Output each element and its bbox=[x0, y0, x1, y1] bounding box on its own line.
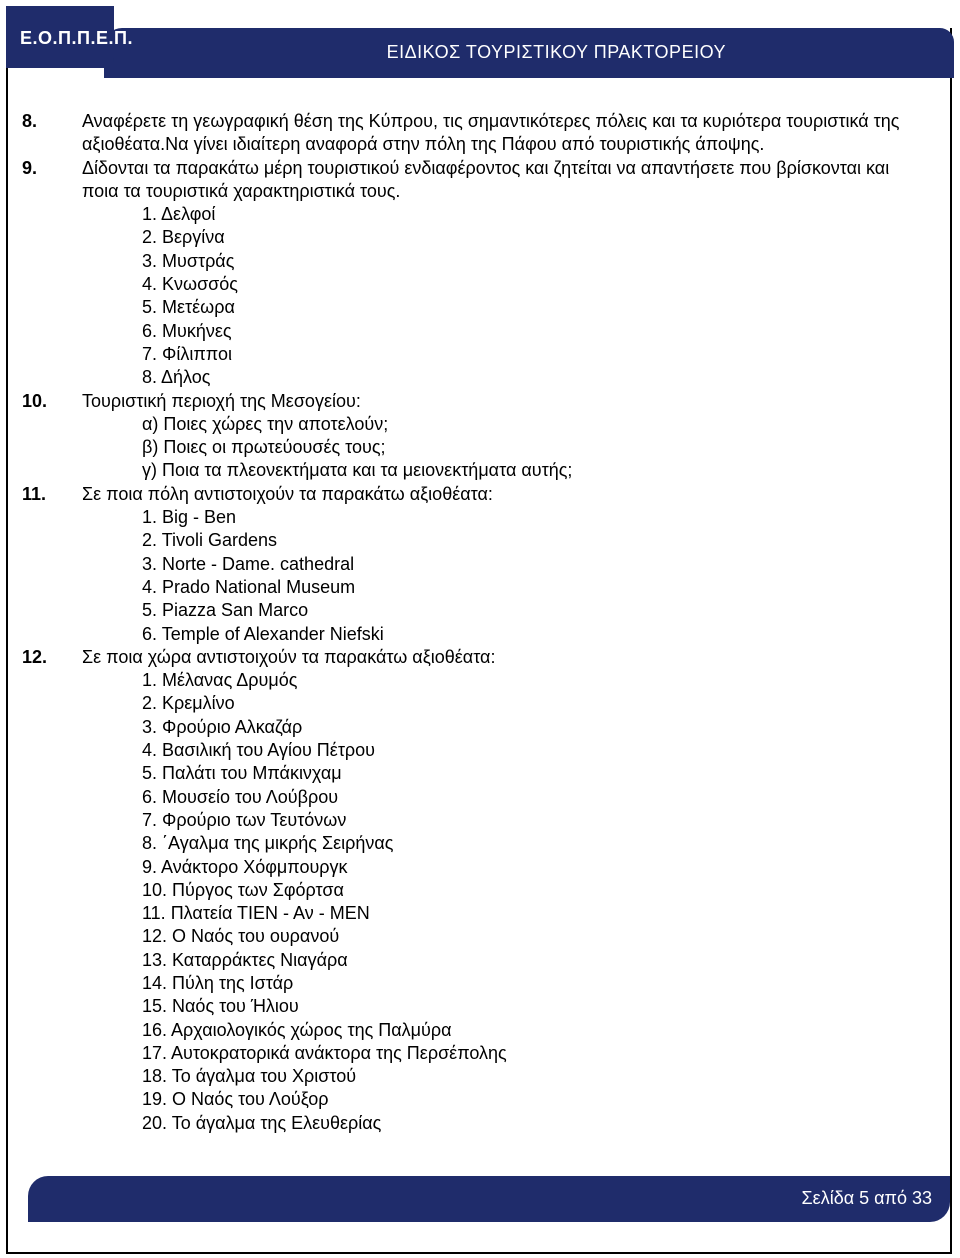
question-number: 9. bbox=[22, 157, 38, 178]
item-list bbox=[142, 506, 922, 646]
list-item: 2. Κρεμλίνο bbox=[142, 693, 235, 714]
question-8 bbox=[22, 110, 922, 157]
list-item: 15. Ναός του Ήλιου bbox=[142, 996, 299, 1017]
question-text: Σε ποια πόλη αντιστοιχούν τα παρακάτω αξιοθέατα: bbox=[82, 483, 493, 504]
question-text: Αναφέρετε τη γεωγραφική θέση της Κύπρου, τις σημαντικότερες πόλεις και τα κυριότερα τουριστικά της αξιοθέατα.Να γίνει ιδιαίτερη αναφορά στην πόλη της Πάφου από τουριστικής άποψης. bbox=[82, 111, 900, 155]
list-item: 4. Prado National Museum bbox=[142, 576, 356, 597]
list-item: 2. Βεργίνα bbox=[142, 227, 225, 248]
header-org: Ε.Ο.Π.Π.Ε.Π. bbox=[20, 28, 134, 48]
page-header bbox=[6, 6, 954, 78]
list-item: 7. Φρούριο των Τευτόνων bbox=[142, 809, 347, 830]
header-title: ΕΙΔΙΚΟΣ ΤΟΥΡΙΣΤΙΚΟΥ ΠΡΑΚΤΟΡΕΙΟΥ bbox=[386, 42, 726, 62]
header-title-bar bbox=[104, 28, 954, 78]
list-item: 6. Temple of Alexander Niefski bbox=[142, 623, 384, 644]
list-item: 11. Πλατεία ΤΙΕΝ - Αν - ΜΕΝ bbox=[142, 903, 370, 924]
header-notch bbox=[114, 6, 954, 28]
list-item: 6. Μυκήνες bbox=[142, 320, 232, 341]
list-item: 6. Μουσείο του Λούβρου bbox=[142, 786, 339, 807]
list-item: 18. Το άγαλμα του Χριστού bbox=[142, 1066, 357, 1087]
list-item: β) Ποιες οι πρωτεύουσές τους; bbox=[142, 437, 386, 458]
list-item: 3. Μυστράς bbox=[142, 250, 235, 271]
question-text: Τουριστική περιοχή της Μεσογείου: bbox=[82, 390, 361, 411]
question-number: 8. bbox=[22, 111, 38, 131]
list-item: 13. Καταρράκτες Νιαγάρα bbox=[142, 949, 348, 970]
item-list bbox=[142, 669, 922, 1135]
list-item: 17. Αυτοκρατορικά ανάκτορα της Περσέπολης bbox=[142, 1042, 507, 1063]
list-item: 4. Βασιλική του Αγίου Πέτρου bbox=[142, 740, 376, 761]
question-text: Δίδονται τα παρακάτω μέρη τουριστικού ενδιαφέροντος και ζητείται να απαντήσετε που βρίσκονται και ποια τα τουριστικά χαρακτηριστικά τους. bbox=[82, 157, 890, 201]
list-item: 19. Ο Ναός του Λούξορ bbox=[142, 1089, 329, 1110]
question-12 bbox=[22, 646, 922, 1135]
list-item: 5. Μετέωρα bbox=[142, 297, 235, 318]
list-item: 10. Πύργος των Σφόρτσα bbox=[142, 879, 344, 900]
list-item: 12. Ο Ναός του ουρανού bbox=[142, 926, 340, 947]
list-item: 3. Norte - Dame. cathedral bbox=[142, 553, 355, 574]
list-item: 3. Φρούριο Αλκαζάρ bbox=[142, 716, 303, 737]
question-number: 11. bbox=[22, 483, 47, 504]
questions-content bbox=[22, 110, 922, 1135]
list-item: 20. Το άγαλμα της Ελευθερίας bbox=[142, 1112, 382, 1133]
question-number: 12. bbox=[22, 646, 48, 667]
page-number: Σελίδα 5 από 33 bbox=[801, 1188, 932, 1208]
list-item: 2. Tivoli Gardens bbox=[142, 530, 278, 551]
question-11 bbox=[22, 483, 922, 646]
page-footer bbox=[28, 1176, 950, 1222]
header-org-box bbox=[6, 6, 134, 68]
question-10 bbox=[22, 390, 922, 483]
list-item: 5. Παλάτι του Μπάκινχαμ bbox=[142, 763, 342, 784]
list-item: 16. Αρχαιολογικός χώρος της Παλμύρα bbox=[142, 1019, 452, 1040]
list-item: 1. Big - Ben bbox=[142, 507, 237, 528]
list-item: 8. ΄Αγαλμα της μικρής Σειρήνας bbox=[142, 833, 394, 854]
list-item: 7. Φίλιπποι bbox=[142, 343, 232, 364]
question-number: 10. bbox=[22, 390, 48, 411]
list-item: 8. Δήλος bbox=[142, 367, 211, 388]
question-9 bbox=[22, 157, 922, 390]
item-list bbox=[142, 203, 922, 389]
item-list bbox=[142, 413, 922, 483]
list-item: γ) Ποια τα πλεονεκτήματα και τα μειονεκτήματα αυτής; bbox=[142, 460, 573, 481]
list-item: 9. Ανάκτορο Χόφμπουργκ bbox=[142, 856, 348, 877]
list-item: 4. Κνωσσός bbox=[142, 274, 238, 295]
question-text: Σε ποια χώρα αντιστοιχούν τα παρακάτω αξιοθέατα: bbox=[82, 646, 496, 667]
list-item: 1. Δελφοί bbox=[142, 204, 216, 225]
list-item: α) Ποιες χώρες την αποτελούν; bbox=[142, 413, 389, 434]
list-item: 5. Piazza San Marco bbox=[142, 600, 309, 621]
list-item: 1. Μέλανας Δρυμός bbox=[142, 670, 298, 691]
list-item: 14. Πύλη της Ιστάρ bbox=[142, 972, 294, 993]
